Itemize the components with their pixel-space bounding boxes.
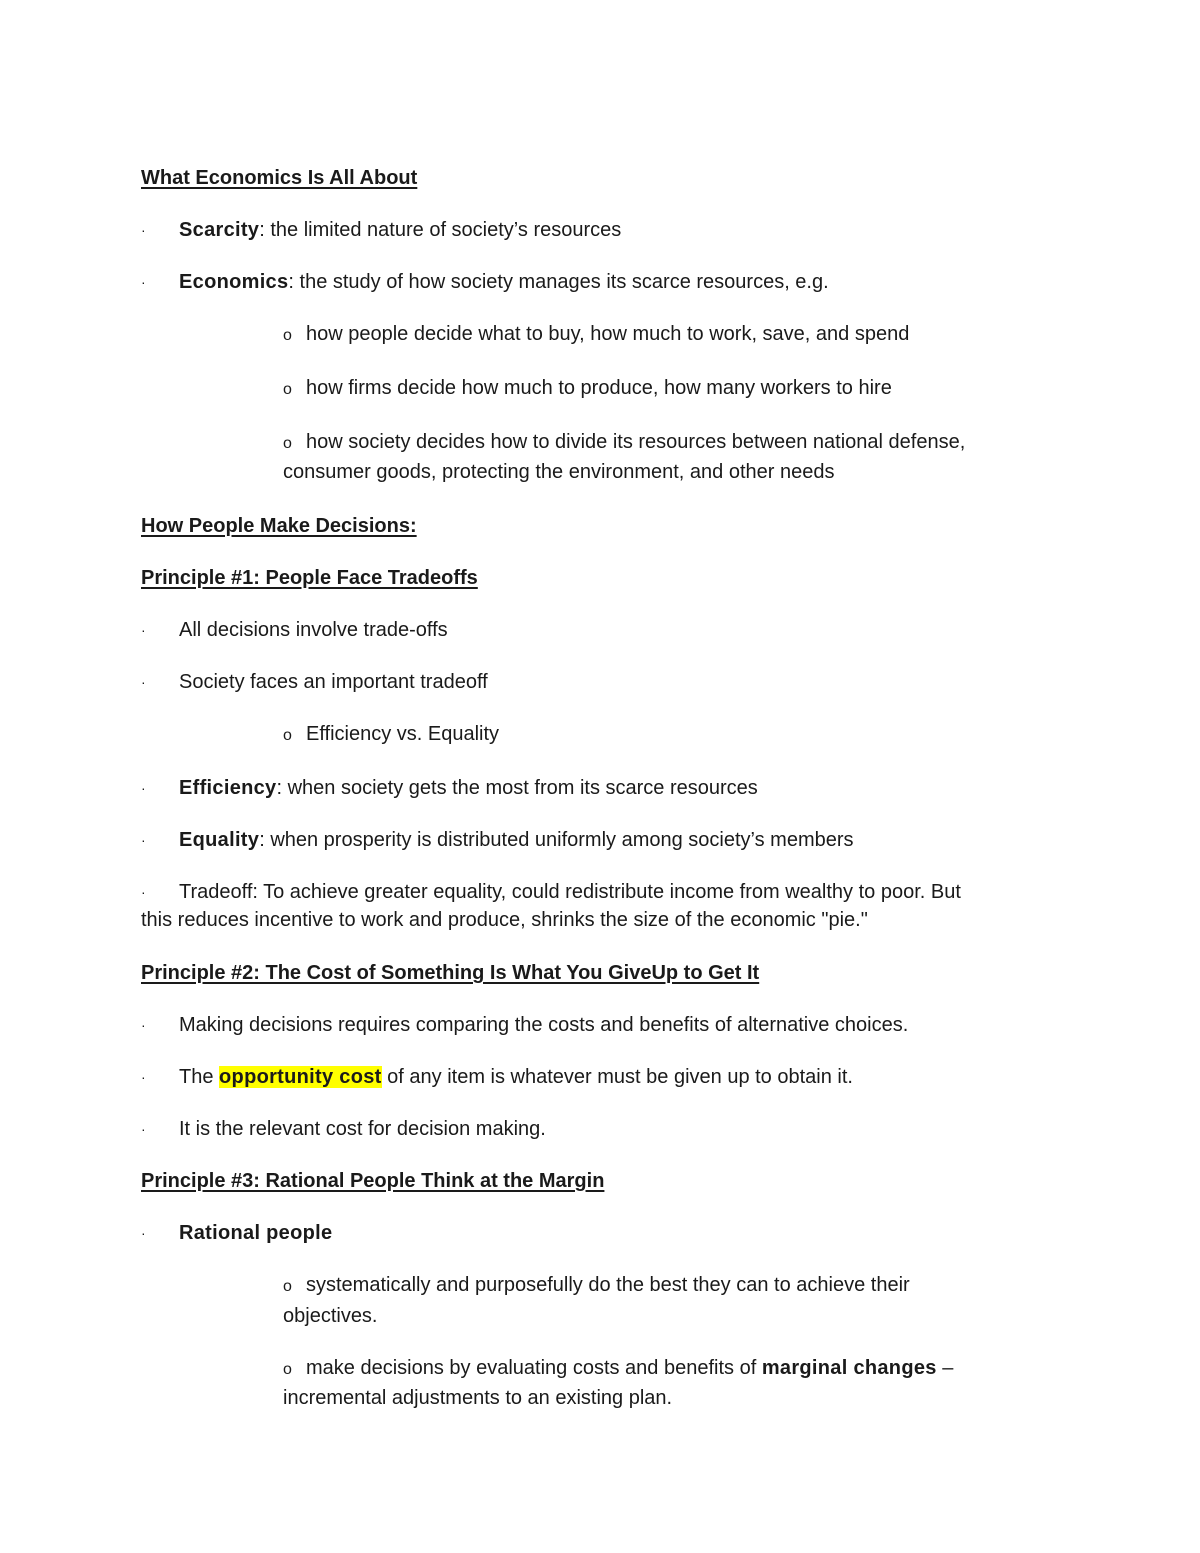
sub-bullet-firms-decide [283,376,892,402]
term-scarcity: Scarcity [179,219,260,241]
sub-bullet-society-decides [283,430,965,456]
sub-bullet-efficiency-equality [283,722,499,748]
bullet-glyph: · [141,674,146,690]
sub-bullet-glyph: o [283,381,292,398]
term-equality: Equality [179,829,260,851]
bullet-text: Society faces an important tradeoff [179,671,488,693]
bullet-efficiency [141,776,758,800]
sub-bullet-glyph: o [283,435,292,452]
bullet-glyph: · [141,832,146,848]
section-heading-economics: What Economics Is All About [141,167,418,189]
bullet-tradeoff-explained-cont: this reduces incentive to work and produce, shrinks the size of the economic "pie." [141,909,868,931]
principle-1-heading: Principle #1: People Face Tradeoffs [141,567,478,589]
def-equality: : when prosperity is distributed uniformly among society’s members [259,829,854,851]
def-scarcity: : the limited nature of society’s resources [259,219,622,241]
bullet-glyph: · [141,274,146,290]
sub-bullet-glyph: o [283,1278,292,1295]
sub-bullet-text: systematically and purposefully do the best they can to achieve their [306,1274,910,1296]
def-efficiency: : when society gets the most from its scarce resources [276,777,758,799]
sub-bullet-text-post: – [936,1357,954,1379]
bullet-text: It is the relevant cost for decision making. [179,1118,546,1140]
sub-bullet-systematically-cont: objectives. [283,1305,378,1327]
bullet-trade-offs [141,618,448,642]
term-efficiency: Efficiency [179,777,277,799]
bullet-tradeoff-explained [141,880,961,904]
bullet-society-tradeoff [141,670,488,694]
bullet-relevant-cost [141,1117,546,1141]
bullet-glyph: · [141,222,146,238]
bullet-opportunity-cost [141,1065,853,1089]
bullet-glyph: · [141,622,146,638]
sub-bullet-glyph: o [283,1361,292,1378]
bullet-glyph: · [141,1017,146,1033]
sub-bullet-text-pre: make decisions by evaluating costs and benefits of [306,1357,762,1379]
sub-bullet-text: how society decides how to divide its resources between national defense, [306,431,966,453]
sub-bullet-text: how people decide what to buy, how much to work, save, and spend [306,323,910,345]
bullet-text-pre: The [179,1066,220,1088]
bullet-glyph: · [141,780,146,796]
principle-2-heading: Principle #2: The Cost of Something Is What You GiveUp to Get It [141,962,760,984]
bullet-text-post: of any item is whatever must be given up to obtain it. [381,1066,853,1088]
sub-bullet-glyph: o [283,327,292,344]
bullet-scarcity [141,218,621,242]
bullet-comparing-costs [141,1013,908,1037]
sub-bullet-glyph: o [283,727,292,744]
bullet-glyph: · [141,884,146,900]
bullet-glyph: · [141,1121,146,1137]
sub-bullet-systematically [283,1273,910,1299]
bullet-glyph: · [141,1225,146,1241]
bullet-text: Tradeoff: To achieve greater equality, could redistribute income from wealthy to poor. But [179,881,961,903]
bullet-rational-people [141,1221,332,1245]
sub-bullet-marginal-changes [283,1356,953,1382]
term-economics: Economics [179,271,289,293]
term-marginal-changes: marginal changes [761,1357,937,1379]
bullet-text: All decisions involve trade-offs [179,619,448,641]
bullet-economics [141,270,829,294]
bullet-glyph: · [141,1069,146,1085]
principle-3-heading: Principle #3: Rational People Think at the Margin [141,1170,605,1192]
bullet-text: Making decisions requires comparing the costs and benefits of alternative choices. [179,1014,909,1036]
def-economics: : the study of how society manages its scarce resources, e.g. [288,271,829,293]
highlight-opportunity-cost: opportunity cost [219,1066,382,1088]
term-rational-people: Rational people [179,1222,333,1244]
sub-bullet-society-decides-cont: consumer goods, protecting the environment, and other needs [283,461,835,483]
bullet-equality [141,828,854,852]
sub-bullet-marginal-changes-cont: incremental adjustments to an existing plan. [283,1387,673,1409]
section-heading-decisions: How People Make Decisions: [141,515,417,537]
sub-bullet-text: how firms decide how much to produce, how many workers to hire [306,377,892,399]
sub-bullet-people-decide [283,322,909,348]
sub-bullet-text: Efficiency vs. Equality [306,723,500,745]
